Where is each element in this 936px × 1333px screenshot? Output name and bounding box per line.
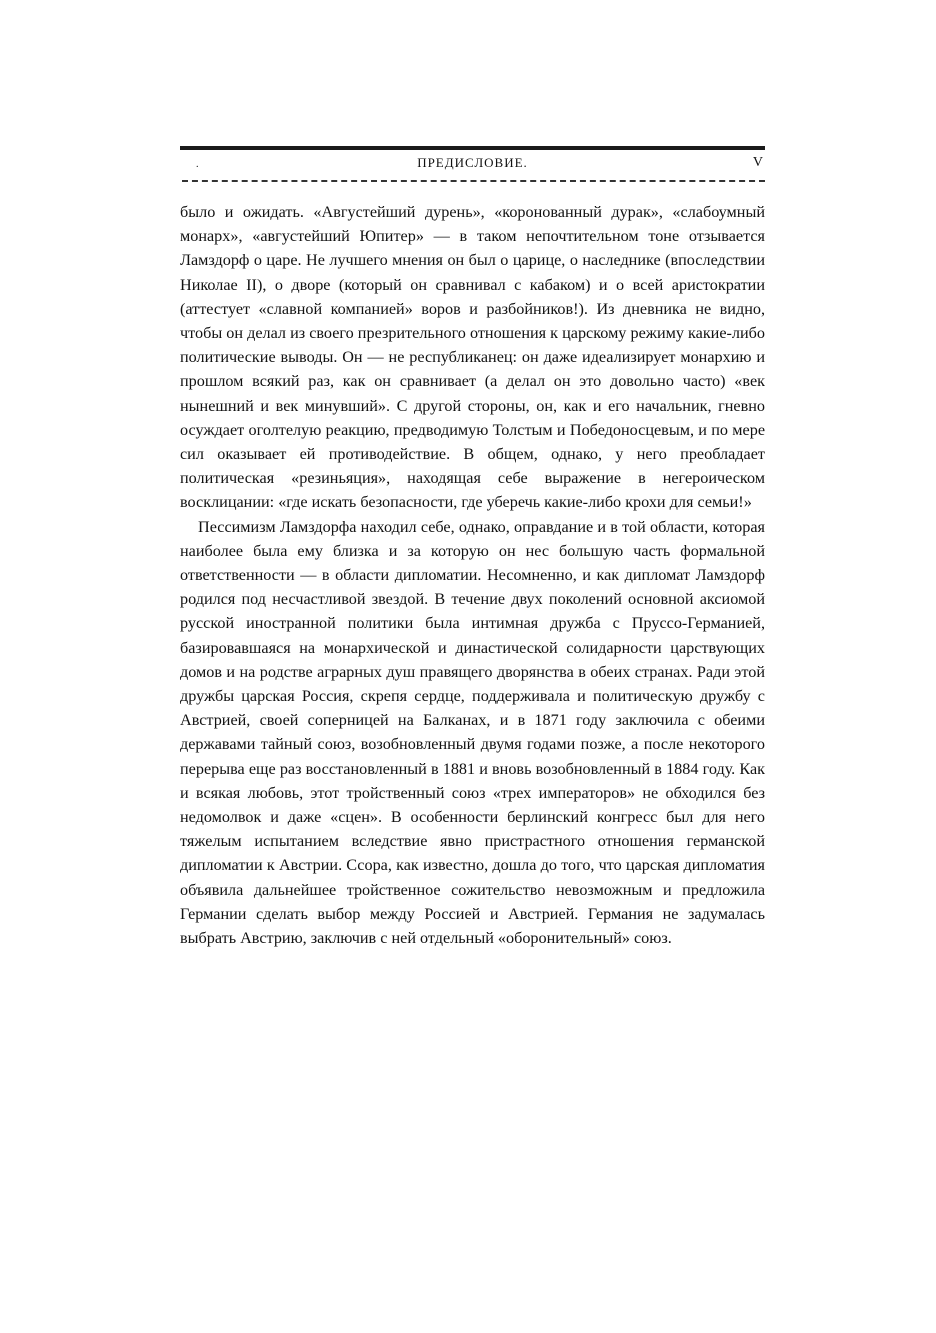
header-rule-bottom (182, 180, 765, 182)
running-title: ПРЕДИСЛОВИЕ. (417, 155, 528, 170)
body-text (180, 200, 765, 950)
paragraph-1: было и ожидать. «Августейший дурень», «коронованный дурак», «слабоумный монарх», «августейший Юпитер» — в таком непочтительном тоне отзывается Ламздорф о царе. Не лучшего мнения он был о царице, о наследнике (впоследствии Николае II), о дворе (который он сравнивал с кабаком) и о всей аристократии (аттестует «славной компанией» воров и разбойников!). Из дневника не видно, чтобы он делал из своего презрительного отношения к царскому режиму какие-либо политические выводы. Он — не республиканец: он даже идеализирует монархию и прошлом всякий раз, как он сравнивает (а делал он это довольно часто) «век нынешний и век минувший». С другой стороны, он, как и его начальник, гневно осуждает оголтелую реакцию, предводимую Толстым и Победоносцевым, и по мере сил оказывает ей противодействие. В общем, однако, у него преобладает политическая «резиньяция», находящая себе выражение в негероическом восклицании: «где искать безопасности, где уберечь какие-либо крохи для семьи!» (180, 203, 765, 512)
page-number: V (752, 155, 763, 170)
running-header (180, 153, 765, 175)
header-rule-top (180, 146, 765, 150)
header-mark: . (196, 159, 199, 170)
paragraph-2: Пессимизм Ламздорфа находил себе, однако, оправдание и в той области, которая наиболее была ему близка и за которую он нес большую часть формальной ответственности — в области дипломатии. Несомненно, и как дипломат Ламздорф родился под несчастливой звездой. В течение двух поколений основной аксиомой русской иностранной политики была интимная дружба с Пруссо-Германией, базировавшаяся на монархической и династической солидарности царствующих домов и на родстве аграрных душ правящего дворянства в обеих странах. Ради этой дружбы царская Россия, скрепя сердце, поддерживала и политическую дружбу с Австрией, своей соперницей на Балканах, и в 1871 году заключила с обеими державами тайный союз, возобновленный двумя годами позже, а после некоторого перерыва еще раз восстановленный в 1881 и вновь возобновленный в 1884 году. Как и всякая любовь, этот тройственный союз «трех императоров» не обходился без недомолвок и даже «сцен». В особенности берлинский конгресс был для него тяжелым испытанием вследствие явно пристрастного отношения германской дипломатии к Австрии. Ссора, как известно, дошла до того, что царская дипломатия объявила дальнейшее тройственное сожительство невозможным и предложила Германии сделать выбор между Россией и Австрией. Германия не задумалась выбрать Австрию, заключив с ней отдельный «оборонительный» союз. (180, 517, 765, 948)
